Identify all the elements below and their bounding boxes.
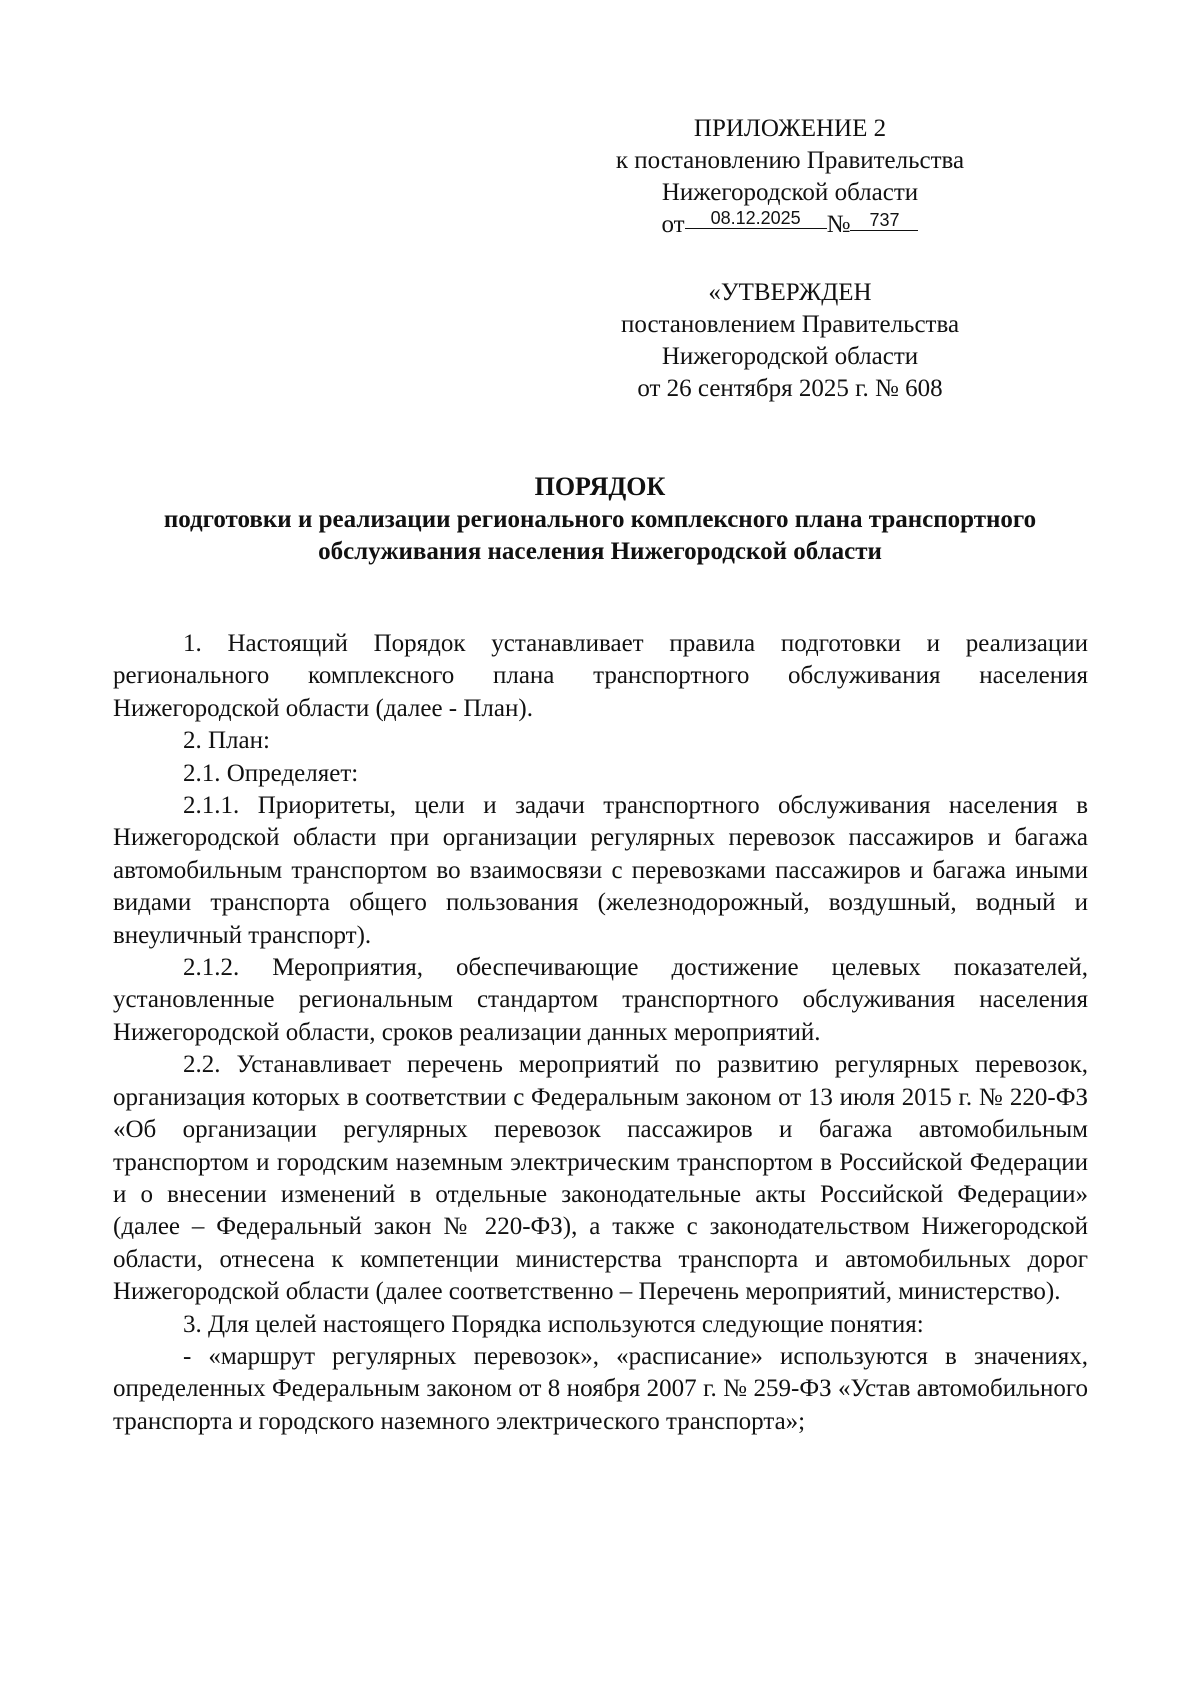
document-title: [110, 470, 1090, 568]
paragraph-3-definition: - «маршрут регулярных перевозок», «расписание» используются в значениях, определенных Федеральным законом от 8 ноября 2007 г. № 259-ФЗ «Устав автомобильного транспорта и городского наземного электрического транспорта»;: [113, 1342, 1088, 1435]
approved-region: Нижегородской области: [661, 343, 919, 370]
number-prefix: №: [826, 211, 851, 238]
approved-heading: «УТВЕРЖДЕН: [708, 279, 872, 306]
number-value-field: 737: [850, 210, 918, 231]
paragraph-2-1-1: 2.1.1. Приоритеты, цели и задачи транспортного обслуживания населения в Нижегородской области при организации регулярных перевозок пассажиров и багажа автомобильным транспортом во взаимосвязи с перевозками пассажиров и багажа иными видами транспорта общего пользования (железнодорожный, воздушный, водный и внеуличный транспорт).: [113, 792, 1088, 949]
paragraph-2-1: 2.1. Определяет:: [183, 759, 359, 787]
document-body: [113, 628, 1088, 1438]
appendix-date-line: [560, 209, 1020, 241]
date-prefix: от: [661, 211, 685, 238]
paragraph-2: 2. План:: [183, 727, 270, 755]
appendix-number: ПРИЛОЖЕНИЕ 2: [693, 115, 887, 142]
appendix-header: [560, 113, 1020, 241]
approval-stamp-block: [560, 277, 1020, 405]
approved-by: постановлением Правительства: [620, 311, 960, 338]
approved-date: от 26 сентября 2025 г. № 608: [637, 375, 943, 402]
title-main: ПОРЯДОК: [534, 472, 666, 501]
appendix-resolution-ref: к постановлению Правительства: [615, 147, 965, 174]
paragraph-3: 3. Для целей настоящего Порядка используются следующие понятия:: [183, 1310, 924, 1338]
appendix-region: Нижегородской области: [661, 179, 919, 206]
paragraph-2-2: 2.2. Устанавливает перечень мероприятий по развитию регулярных перевозок, организация которых в соответствии с Федеральным законом от 13 июля 2015 г. № 220-ФЗ «Об организации регулярных перевозок пассажиров и багажа автомобильным транспортом и городским наземным электрическим транспортом в Российской Федерации и о внесении изменений в отдельные законодательные акты Российской Федерации» (далее – Федеральный закон № 220-ФЗ), а также с законодательством Нижегородской области, отнесена к компетенции министерства транспорта и автомобильных дорог Нижегородской области (далее соответственно – Перечень мероприятий, министерство).: [113, 1051, 1088, 1306]
paragraph-2-1-2: 2.1.2. Мероприятия, обеспечивающие достижение целевых показателей, установленные региональным стандартом транспортного обслуживания населения Нижегородской области, сроков реализации данных мероприятий.: [113, 954, 1088, 1046]
title-subtitle: подготовки и реализации регионального комплексного плана транспортного обслуживания населения Нижегородской области: [163, 506, 1037, 565]
date-value-field: 08.12.2025: [685, 208, 827, 229]
paragraph-1: 1. Настоящий Порядок устанавливает правила подготовки и реализации регионального комплексного плана транспортного обслуживания населения Нижегородской области (далее - План).: [113, 630, 1088, 722]
